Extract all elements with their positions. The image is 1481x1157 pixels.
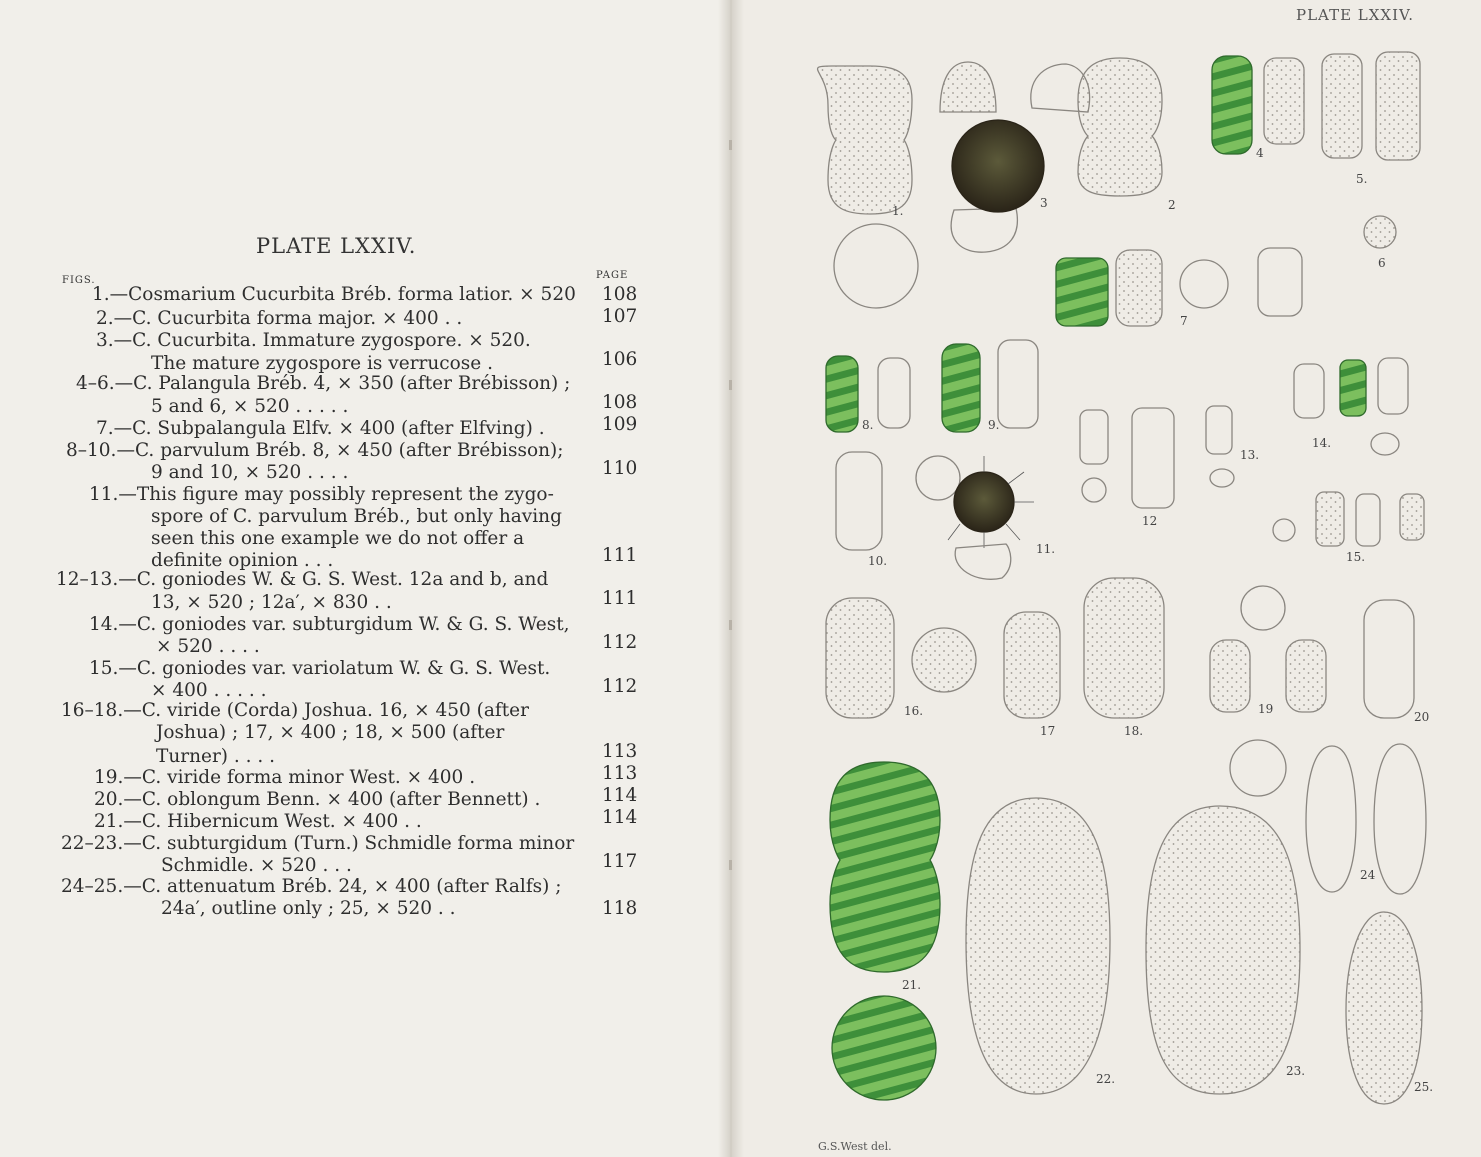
entry-line: 1.—Cosmarium Cucurbita Bréb. forma latior. × 520 — [92, 284, 576, 305]
green-cell-end-view — [832, 996, 936, 1100]
entry-line: 5 and 6, × 520 . . . . . — [151, 396, 349, 417]
entry-line: 3.—C. Cucurbita. Immature zygospore. × 520. — [96, 330, 531, 351]
green-cell — [1056, 258, 1108, 326]
illustrator-credit: G.S.West del. — [818, 1140, 892, 1153]
zygospore-outline — [834, 224, 918, 308]
entry-line: 12–13.—C. goniodes W. & G. S. West. 12a and b, and — [56, 569, 549, 590]
desmid-cell-outline — [1078, 58, 1162, 196]
figure-number: 20 — [1414, 710, 1430, 724]
figure-number: 24 — [1360, 868, 1376, 882]
figure-number: 4 — [1256, 146, 1264, 160]
entry-line: × 400 . . . . . — [151, 680, 267, 701]
figure-number: 18. — [1124, 724, 1144, 738]
page-number: 110 — [602, 458, 638, 479]
desmid-cell-outline — [818, 66, 912, 214]
figure-number: 7 — [1180, 314, 1188, 328]
figs-column-header: FIGS. — [62, 275, 96, 286]
entry-line: 13, × 520 ; 12a′, × 830 . . — [151, 592, 392, 613]
entry-line: 19.—C. viride forma minor West. × 400 . — [94, 767, 476, 788]
plate-illustration — [744, 0, 1481, 1157]
entry-line: 21.—C. Hibernicum West. × 400 . . — [94, 811, 422, 832]
page-number: 114 — [602, 785, 638, 806]
entry-line: 7.—C. Subpalangula Elfv. × 400 (after Elfving) . — [96, 418, 545, 439]
figure-number: 3 — [1040, 196, 1048, 210]
binding-stitch — [729, 620, 732, 630]
book-gutter — [718, 0, 744, 1157]
figure-number: 13. — [1240, 448, 1260, 462]
entry-line: 15.—C. goniodes var. variolatum W. & G. S. West. — [89, 658, 551, 679]
plate-title: PLATE LXXIV. — [256, 234, 417, 258]
page-number: 108 — [602, 284, 638, 305]
binding-stitch — [729, 380, 732, 390]
entry-line: The mature zygospore is verrucose . — [151, 353, 493, 374]
entry-line: 8–10.—C. parvulum Bréb. 8, × 450 (after Brébisson); — [66, 440, 564, 461]
figure-number: 12 — [1142, 514, 1158, 528]
page-number: 113 — [602, 763, 638, 784]
figure-number: 8. — [862, 418, 874, 432]
entry-line: × 520 . . . . — [156, 636, 260, 657]
entry-line: definite opinion . . . — [151, 550, 334, 571]
figure-number: 2 — [1168, 198, 1176, 212]
figure-number: 25. — [1414, 1080, 1434, 1094]
page-number: 112 — [602, 632, 638, 653]
page-number: 114 — [602, 807, 638, 828]
text-page — [0, 0, 728, 1157]
plate-header: PLATE LXXIV. — [1296, 6, 1415, 24]
binding-stitch — [729, 140, 732, 150]
entry-line: Schmidle. × 520 . . . — [161, 855, 352, 876]
figure-number: 15. — [1346, 550, 1366, 564]
entry-line: 16–18.—C. viride (Corda) Joshua. 16, × 450 (after — [61, 700, 529, 721]
figure-number: 6 — [1378, 256, 1386, 270]
page-number: 108 — [602, 392, 638, 413]
entry-line: 20.—C. oblongum Benn. × 400 (after Bennett) . — [94, 789, 541, 810]
green-cell — [942, 344, 980, 432]
entry-line: 2.—C. Cucurbita forma major. × 400 . . — [96, 308, 463, 329]
figure-number: 21. — [902, 978, 922, 992]
green-cell — [826, 356, 858, 432]
page-number: 111 — [602, 588, 638, 609]
binding-stitch — [729, 860, 732, 870]
figure-number: 9. — [988, 418, 1000, 432]
entry-line: Turner) . . . . — [156, 746, 276, 767]
figure-number: 14. — [1312, 436, 1332, 450]
figure-number: 19 — [1258, 702, 1274, 716]
entry-line: 24–25.—C. attenuatum Bréb. 24, × 400 (after Ralfs) ; — [61, 876, 562, 897]
semicell-outline — [940, 62, 996, 112]
figure-number: 17 — [1040, 724, 1056, 738]
entry-line: 11.—This figure may possibly represent the zygo- — [89, 484, 554, 505]
entry-line: spore of C. parvulum Bréb., but only having — [151, 506, 562, 527]
figure-number: 22. — [1096, 1072, 1116, 1086]
page-number: 117 — [602, 851, 638, 872]
entry-line: 24a′, outline only ; 25, × 520 . . — [161, 898, 456, 919]
entry-line: 4–6.—C. Palangula Bréb. 4, × 350 (after Brébisson) ; — [76, 373, 571, 394]
page-number: 118 — [602, 898, 638, 919]
figure-number: 1. — [892, 204, 904, 218]
entry-line: seen this one example we do not offer a — [151, 528, 525, 549]
figure-number: 16. — [904, 704, 924, 718]
green-cell — [830, 762, 940, 972]
figure-number: 10. — [868, 554, 888, 568]
plate-page — [744, 0, 1481, 1157]
page-number: 111 — [602, 545, 638, 566]
page-number: 113 — [602, 741, 638, 762]
entry-line: 22–23.—C. subturgidum (Turn.) Schmidle forma minor — [61, 833, 575, 854]
entry-line: 9 and 10, × 520 . . . . — [151, 462, 349, 483]
zygospore — [952, 120, 1044, 212]
entry-line: Joshua) ; 17, × 400 ; 18, × 500 (after — [156, 722, 505, 743]
page-number: 109 — [602, 414, 638, 435]
green-cell — [1340, 360, 1366, 416]
page-number: 107 — [602, 306, 638, 327]
entry-line: 14.—C. goniodes var. subturgidum W. & G. S. West, — [89, 614, 570, 635]
figure-number: 11. — [1036, 542, 1056, 556]
zygospore — [954, 472, 1014, 532]
figure-number: 5. — [1356, 172, 1368, 186]
figure-number: 23. — [1286, 1064, 1306, 1078]
page-number: 106 — [602, 349, 638, 370]
green-cell — [1212, 56, 1252, 154]
semicell-outline — [951, 208, 1017, 252]
page-number: 112 — [602, 676, 638, 697]
page-column-header: PAGE — [596, 270, 629, 281]
